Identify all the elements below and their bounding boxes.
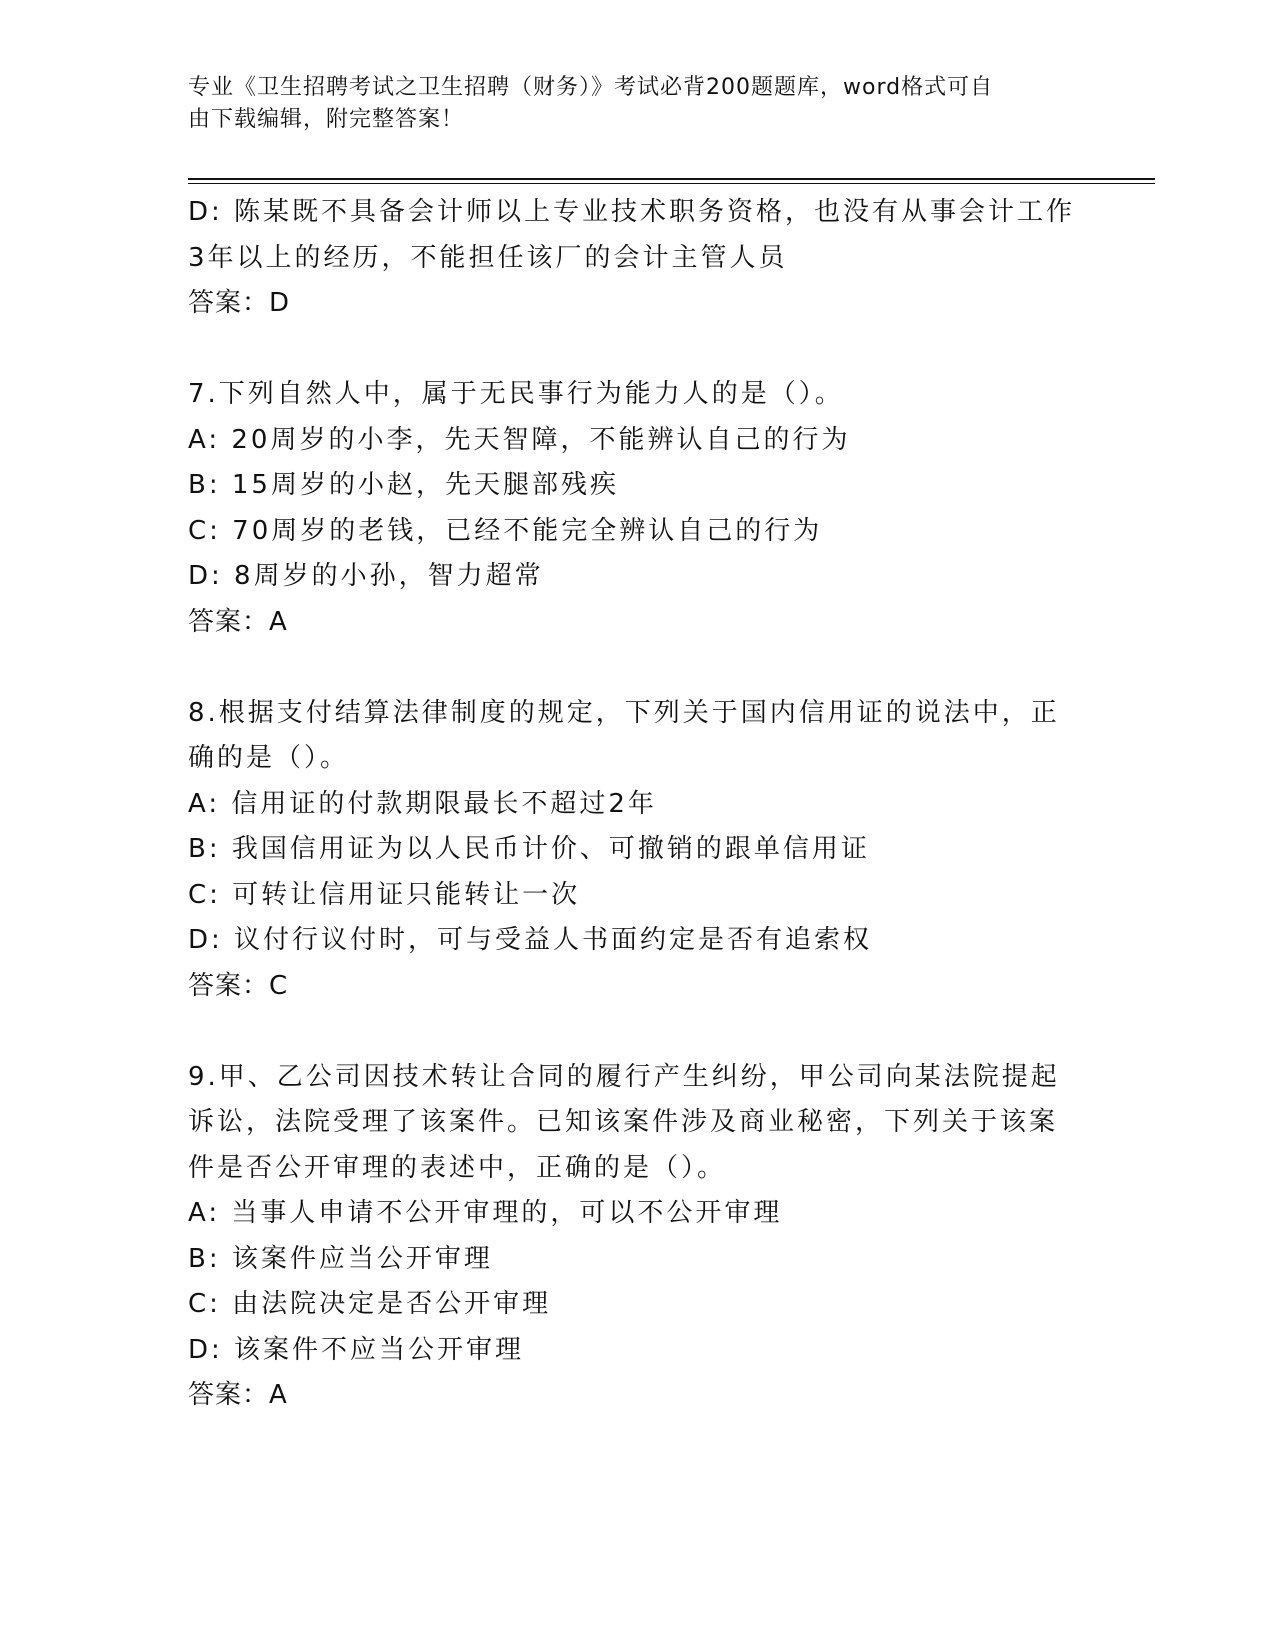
q9-stem-line-1: 9.甲、乙公司因技术转让合同的履行产生纠纷，甲公司向某法院提起	[188, 1061, 1060, 1092]
q6-option-d-line-2: 3年以上的经历，不能担任该厂的会计主管人员	[188, 242, 788, 273]
header-divider-thin	[188, 183, 1155, 184]
q7-answer: 答案：A	[188, 606, 288, 637]
q9-stem-line-3: 件是否公开审理的表述中，正确的是（）。	[188, 1152, 727, 1183]
q8-option-d: D: 议付行议付时，可与受益人书面约定是否有追索权	[188, 925, 873, 955]
header-line-1: 专业《卫生招聘考试之卫生招聘（财务）》考试必背200题题库，word格式可自	[188, 75, 994, 100]
q9-option-d: D: 该案件不应当公开审理	[188, 1334, 525, 1365]
question-9	[188, 1055, 1088, 1419]
document-header	[188, 72, 1068, 136]
question-6-tail	[188, 190, 1088, 327]
q9-option-a: A: 当事人申请不公开审理的，可以不公开审理	[188, 1198, 783, 1228]
q9-option-c: C: 由法院决定是否公开审理	[188, 1289, 552, 1319]
header-line-2: 由下载编辑，附完整答案！	[188, 107, 465, 132]
q6-option-d-line-1: D: 陈某既不具备会计师以上专业技术职务资格，也没有从事会计工作	[188, 197, 1076, 227]
q7-option-a: A: 20周岁的小李，先天智障，不能辨认自己的行为	[188, 424, 851, 455]
q7-stem: 7.下列自然人中，属于无民事行为能力人的是（）。	[188, 379, 844, 409]
q7-option-c: C: 70周岁的老钱，已经不能完全辨认自己的行为	[188, 515, 823, 546]
q9-stem-line-2: 诉讼，法院受理了该案件。已知该案件涉及商业秘密，下列关于该案	[188, 1107, 1059, 1137]
question-7	[188, 372, 1088, 645]
spacer	[188, 645, 1088, 691]
q8-stem-line-1: 8.根据支付结算法律制度的规定，下列关于国内信用证的说法中，正	[188, 697, 1060, 728]
q6-answer: 答案：D	[188, 288, 291, 318]
question-8	[188, 691, 1088, 1010]
q7-option-b: B: 15周岁的小赵，先天腿部残疾	[188, 470, 619, 500]
q7-option-d: D: 8周岁的小孙，智力超常	[188, 561, 544, 591]
q8-stem-line-2: 确的是（）。	[188, 743, 350, 773]
question-list	[188, 190, 1088, 1419]
q8-answer: 答案：C	[188, 970, 289, 1001]
header-divider-thick	[188, 178, 1155, 180]
q9-option-b: B: 该案件应当公开审理	[188, 1243, 493, 1274]
q8-option-b: B: 我国信用证为以人民币计价、可撤销的跟单信用证	[188, 834, 870, 864]
spacer	[188, 1009, 1088, 1055]
q8-option-a: A: 信用证的付款期限最长不超过2年	[188, 788, 657, 819]
q8-option-c: C: 可转让信用证只能转让一次	[188, 879, 581, 910]
q9-answer: 答案：A	[188, 1380, 288, 1410]
spacer	[188, 327, 1088, 373]
